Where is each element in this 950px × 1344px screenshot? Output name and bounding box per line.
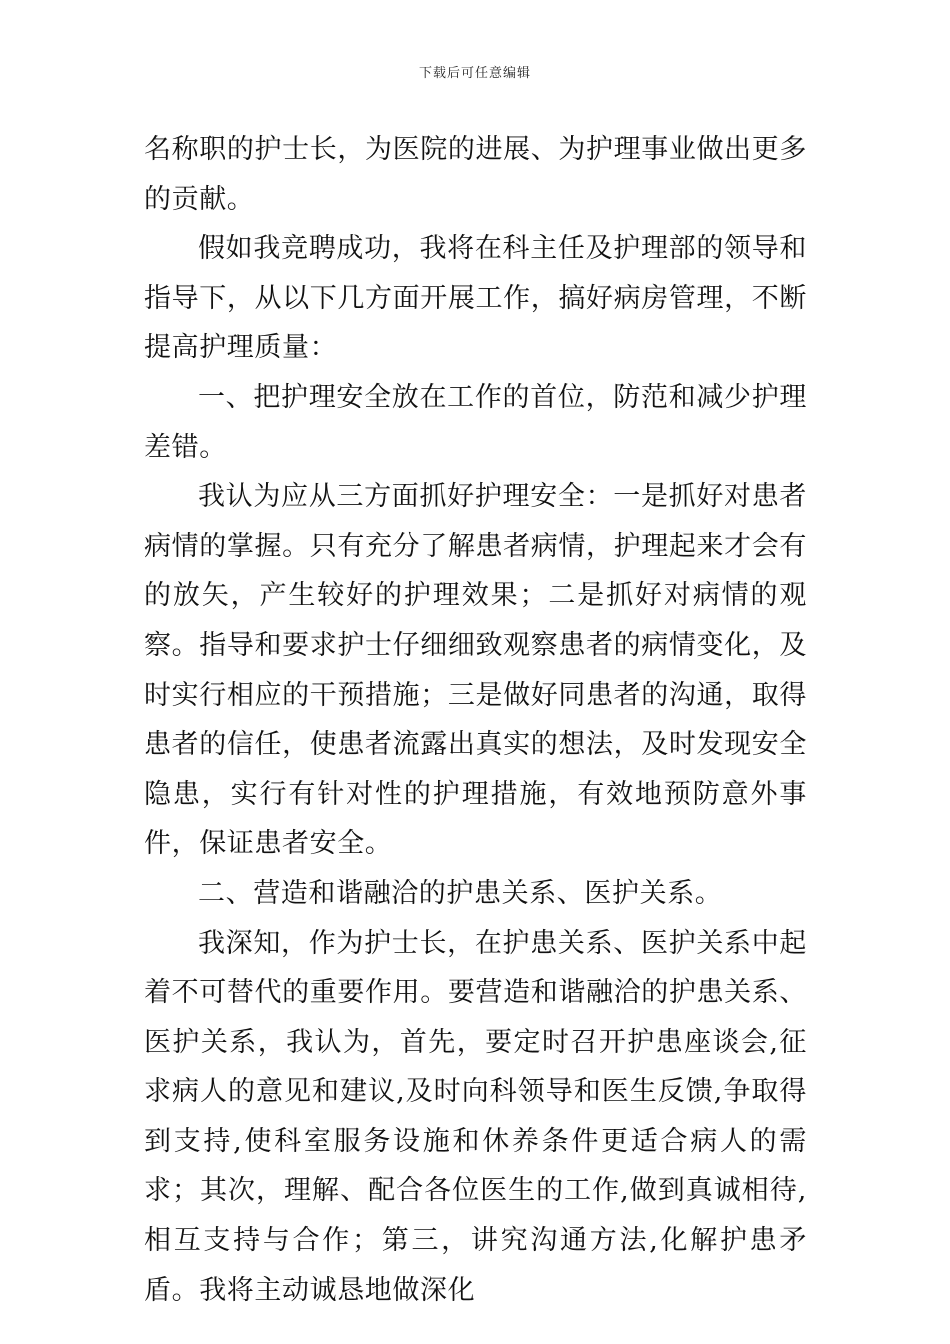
paragraph-5: 二、营造和谐融洽的护患关系、医护关系。 — [198, 877, 723, 909]
paragraph-3: 一、把护理安全放在工作的首位，防范和减少护理差错。 — [144, 381, 807, 463]
page-header: 下载后可任意编辑 — [418, 66, 531, 81]
paragraph-1: 名称职的护士长，为医院的进展、为护理事业做出更多的贡献。 — [144, 134, 807, 215]
paragraph-2: 假如我竞聘成功，我将在科主任及护理部的领导和指导下，从以下几方面开展工作，搞好病房管理，不断提高护理质量： — [144, 233, 807, 364]
document-body — [144, 125, 807, 1315]
paragraph-4: 我认为应从三方面抓好护理安全：一是抓好对患者病情的掌握。只有充分了解患者病情，护理起来才会有的放矢，产生较好的护理效果；二是抓好对病情的观察。指导和要求护士仔细细致观察患者的病情变化，及时实行相应的干预措施；三是做好同患者的沟通，取得患者的信任，使患者流露出真实的想法，及时发现安全隐患，实行有针对性的护理措施，有效地预防意外事件，保证患者安全。 — [144, 481, 807, 860]
paragraph-6: 我深知，作为护士长，在护患关系、医护关系中起着不可替代的重要作用。要营造和谐融洽的护患关系、医护关系，我认为，首先，要定时召开护患座谈会,征求病人的意见和建议,及时向科领导和医生反馈,争取得到支持,使科室服务设施和休养条件更适合病人的需求；其次，理解、配合各位医生的工作,做到真诚相待,相互支持与合作；第三，讲究沟通方法,化解护患矛盾。我将主动诚恳地做深化 — [144, 927, 807, 1306]
